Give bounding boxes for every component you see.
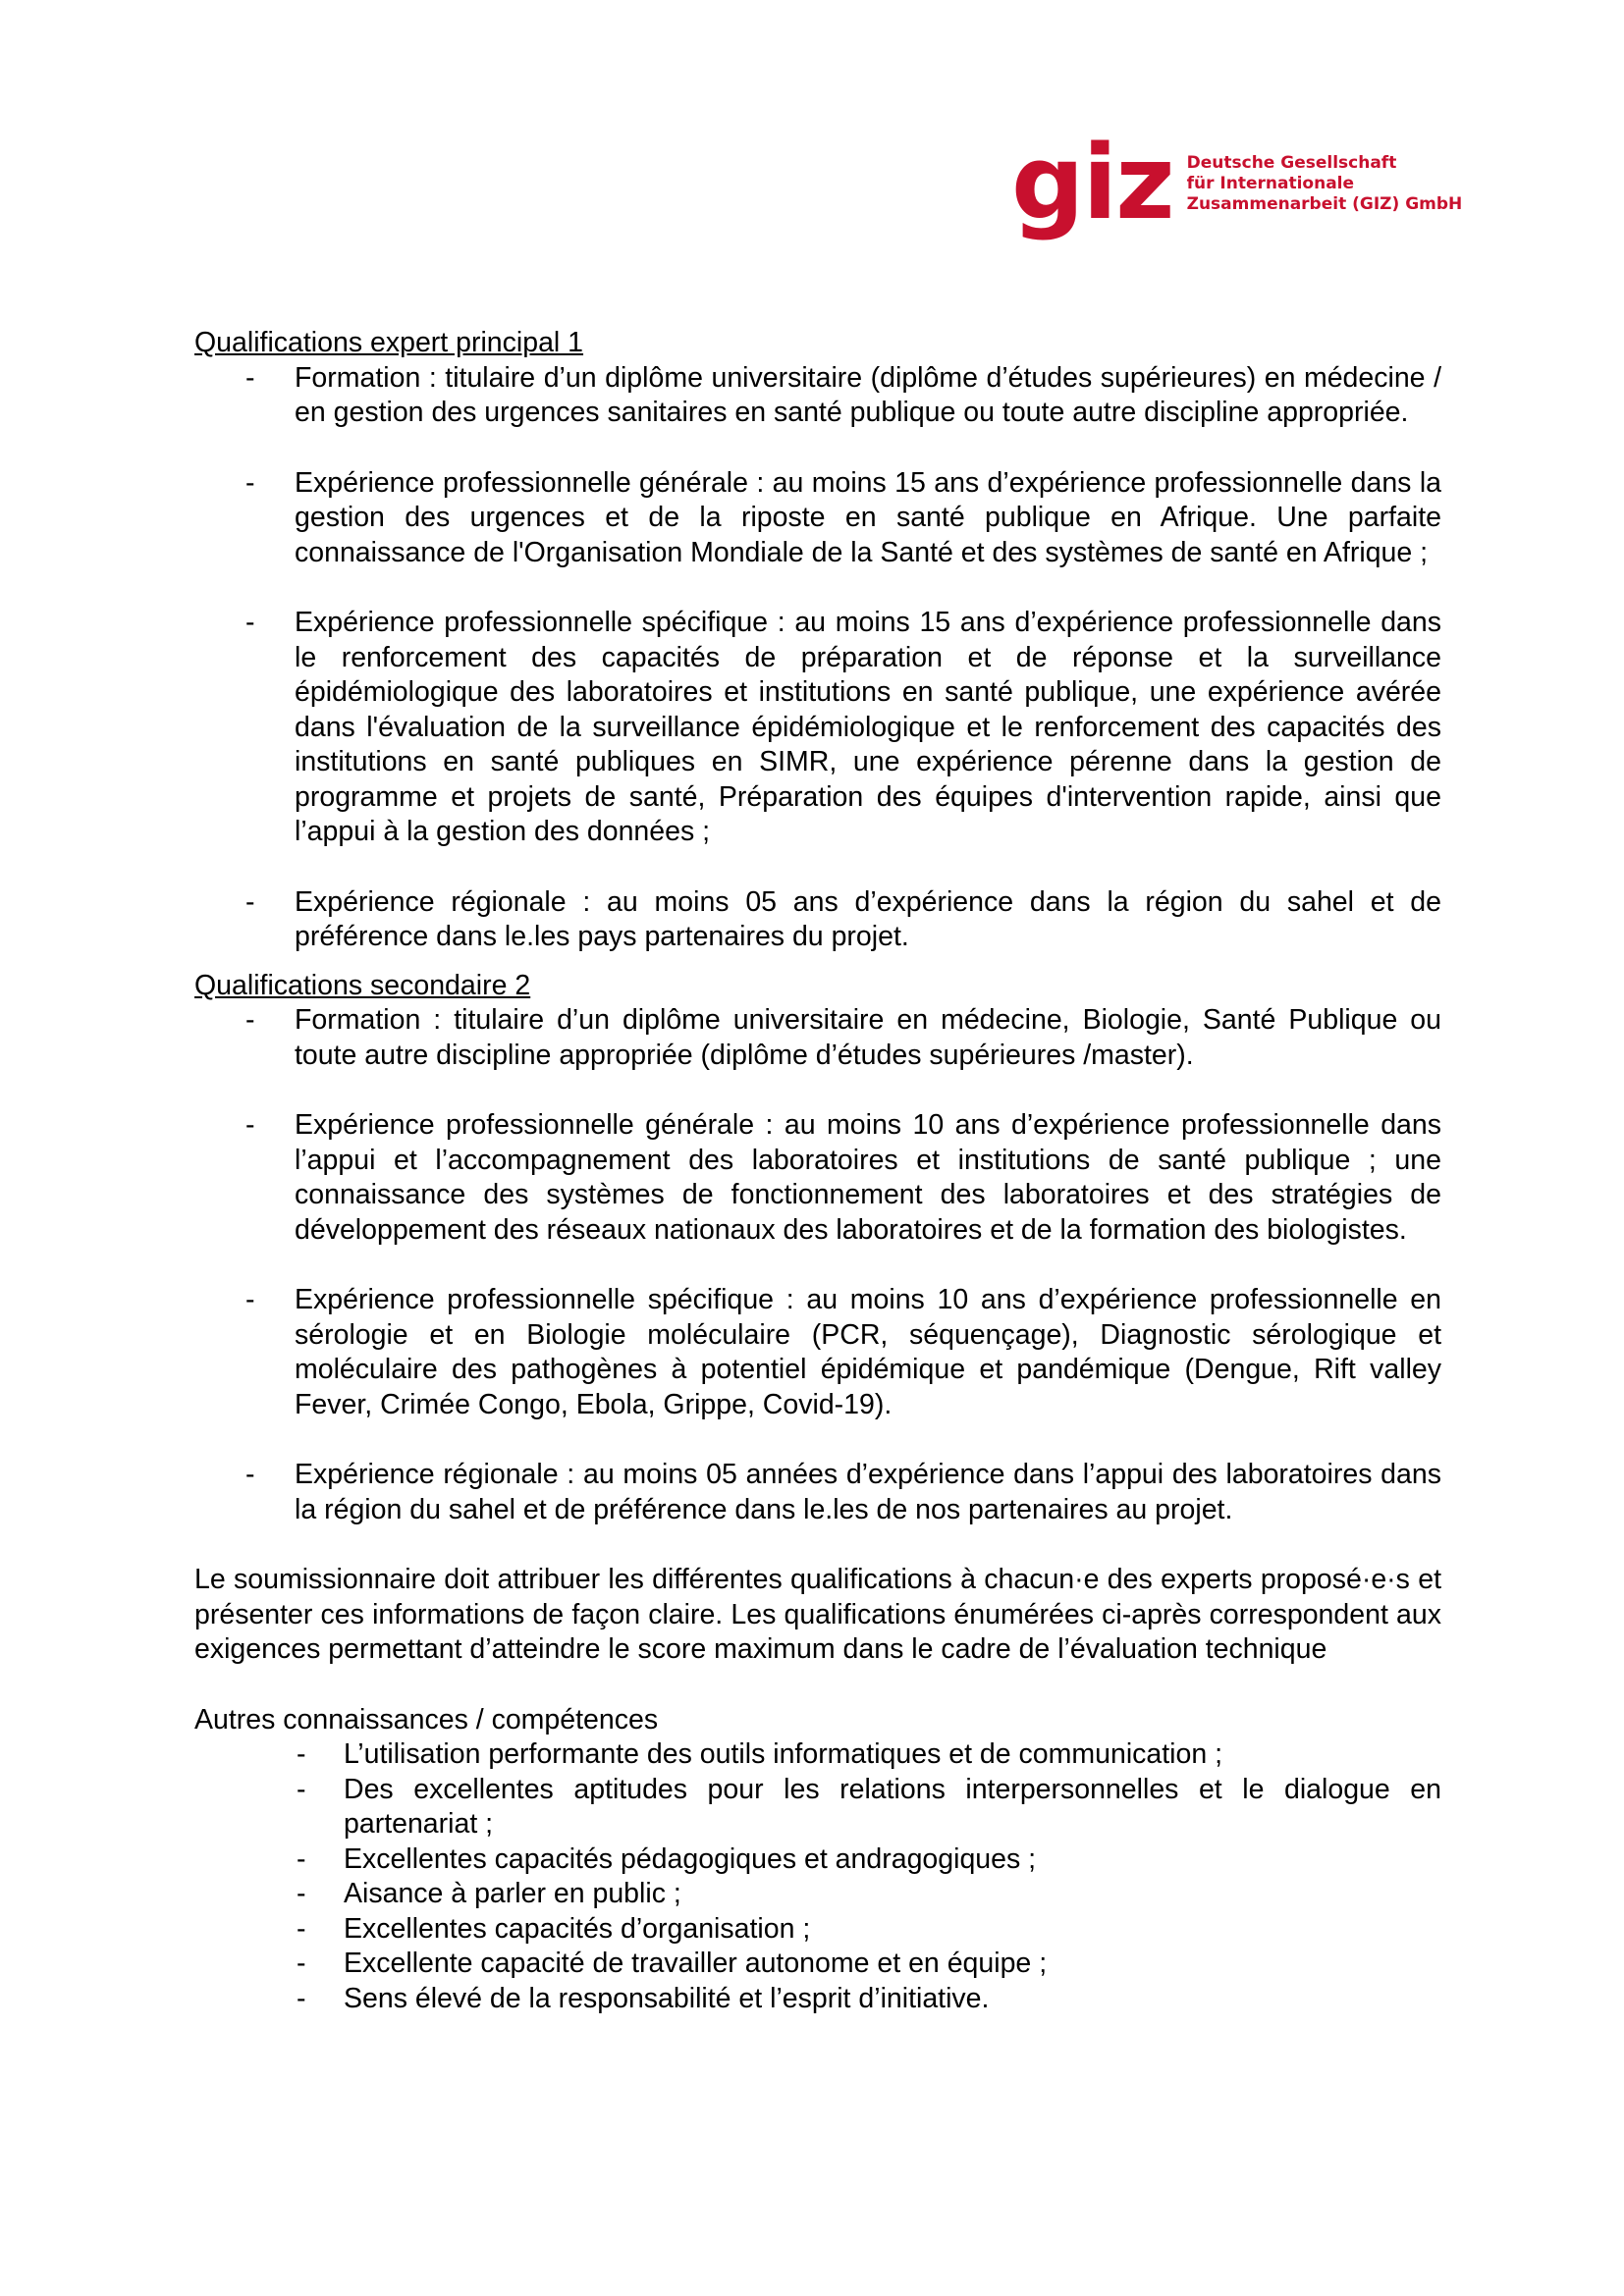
list-autres-competences: [194, 1737, 1441, 2016]
list-item: - Expérience régionale : au moins 05 ans d’expérience dans la région du sahel et de préférence dans le.les pays partenaires du projet.: [194, 885, 1441, 955]
list-item: - Formation : titulaire d’un diplôme universitaire en médecine, Biologie, Santé Publique ou toute autre discipline appropriée (diplôme d’études supérieures /master).: [194, 1003, 1441, 1073]
list-expert-principal: [194, 361, 1441, 955]
logo-line-2: für Internationale: [1186, 174, 1355, 193]
giz-logo-text: [1187, 153, 1463, 215]
list-item: - Excellente capacité de travailler autonome et en équipe ;: [194, 1947, 1441, 1982]
giz-logo-mark: giz: [1011, 123, 1173, 242]
body-paragraph: Le soumissionnaire doit attribuer les différentes qualifications à chacun·e des experts proposé·e·s et présenter ces informations de façon claire. Les qualifications énumérées ci-après correspondent aux exigences permettant d’atteindre le score maximum dans le cadre de l’évaluation technique: [194, 1564, 1441, 1665]
giz-logo: [1011, 123, 1463, 243]
list-item: - Excellentes capacités pédagogiques et andragogiques ;: [194, 1842, 1441, 1878]
list-item: - Expérience professionnelle spécifique : au moins 10 ans d’expérience professionnelle en sérologie et en Biologie moléculaire (PCR, séquençage), Diagnostic sérologique et moléculaire des pathogènes à potentiel épidémique et pandémique (Dengue, Rift valley Fever, Crimée Congo, Ebola, Grippe, Covid-19).: [194, 1283, 1441, 1422]
logo-line-3: Zusammenarbeit (GIZ) GmbH: [1186, 194, 1463, 214]
section-heading-autres: Autres connaissances / compétences: [194, 1703, 659, 1735]
list-item: - Expérience professionnelle générale : au moins 10 ans d’expérience professionnelle dans l’appui et l’accompagnement des laboratoires et institutions de santé publique ; une connaissance des systèmes de fonctionnement des laboratoires et des stratégies de développement des réseaux nationaux des laboratoires et de la formation des biologistes.: [194, 1108, 1441, 1248]
list-item: - Excellentes capacités d’organisation ;: [194, 1912, 1441, 1948]
list-item: - L’utilisation performante des outils informatiques et de communication ;: [194, 1737, 1441, 1773]
section-heading-secondaire: Qualifications secondaire 2: [194, 969, 531, 1001]
section-heading-expert-principal: Qualifications expert principal 1: [194, 327, 584, 358]
list-secondaire: [194, 1003, 1441, 1527]
list-item: - Expérience professionnelle générale : au moins 15 ans d’expérience professionnelle dans la gestion des urgences et de la riposte en santé publique en Afrique. Une parfaite connaissance de l'Organisation Mondiale de la Santé et des systèmes de santé en Afrique ;: [194, 466, 1441, 571]
list-item: - Aisance à parler en public ;: [194, 1877, 1441, 1912]
list-item: - Expérience régionale : au moins 05 années d’expérience dans l’appui des laboratoires dans la région du sahel et de préférence dans le.les de nos partenaires au projet.: [194, 1458, 1441, 1527]
list-item: - Sens élevé de la responsabilité et l’esprit d’initiative.: [194, 1982, 1441, 2017]
list-item: - Des excellentes aptitudes pour les relations interpersonnelles et le dialogue en partenariat ;: [194, 1773, 1441, 1842]
list-item: - Formation : titulaire d’un diplôme universitaire (diplôme d’études supérieures) en médecine / en gestion des urgences sanitaires en santé publique ou toute autre discipline appropriée.: [194, 361, 1441, 431]
list-item: - Expérience professionnelle spécifique : au moins 15 ans d’expérience professionnelle dans le renforcement des capacités de préparation et de réponse et la surveillance épidémiologique des laboratoires et institutions en santé publique, une expérience avérée dans l'évaluation de la surveillance épidémiologique et le renforcement des capacités des institutions en santé publiques en SIMR, une expérience pérenne dans la gestion de programme et projets de santé, Préparation des équipes d'intervention rapide, ainsi que l’appui à la gestion des données ;: [194, 606, 1441, 850]
document-body: [194, 326, 1441, 2016]
logo-line-1: Deutsche Gesellschaft: [1186, 153, 1397, 173]
